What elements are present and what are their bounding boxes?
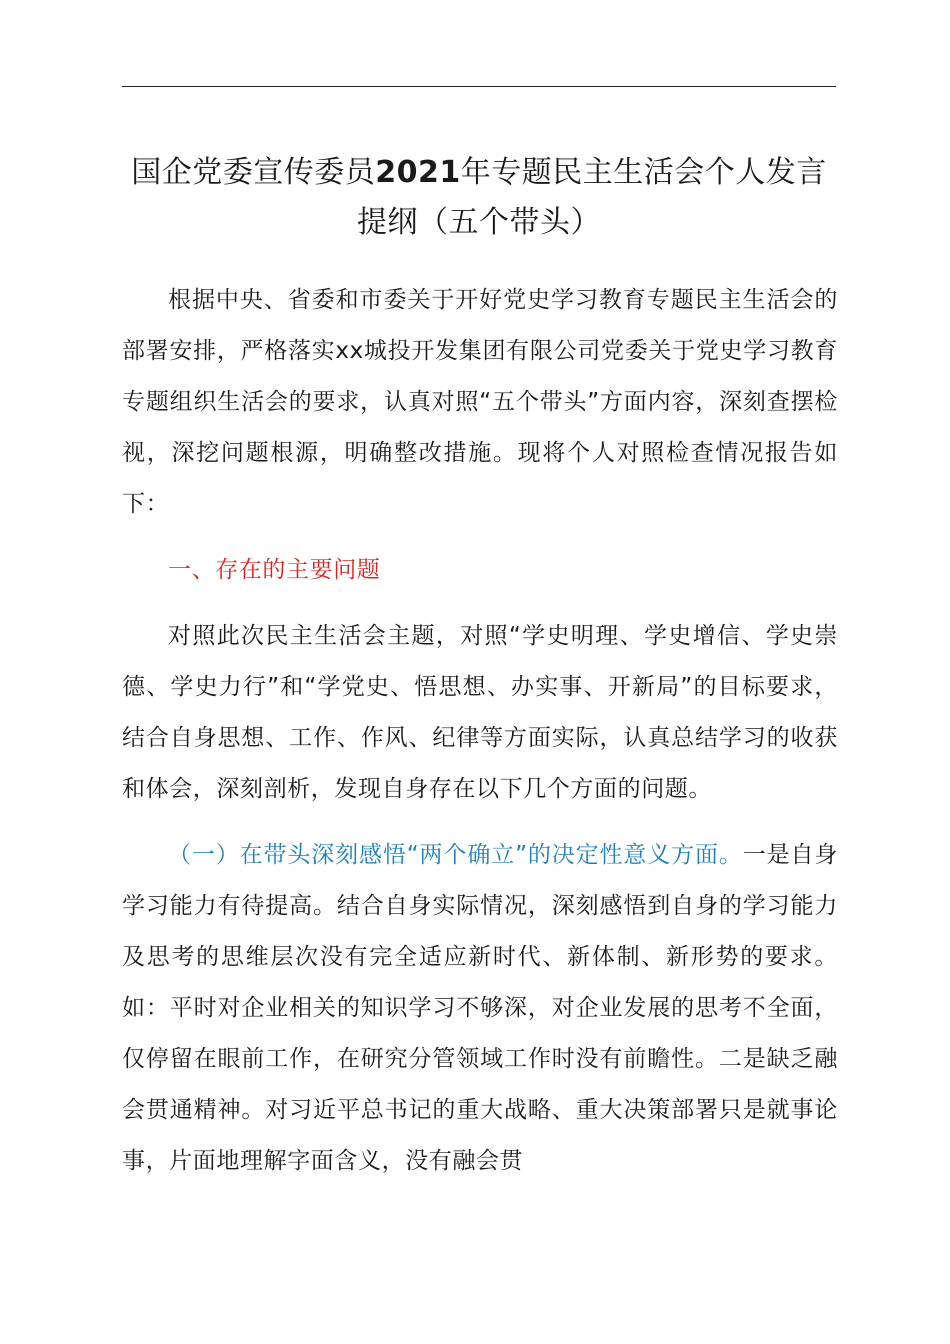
document-body — [122, 275, 838, 1187]
section-heading-problems: 一、存在的主要问题 — [168, 557, 381, 583]
title-year: 2021 — [375, 155, 461, 190]
subsection-body-1: 一是自身学习能力有待提高。结合自身实际情况，深刻感悟到自身的学习能力及思考的思维层次没有完全适应新时代、新体制、新形势的要求。如：平时对企业相关的知识学习不够深，对企业发展的思考不全面，仅停留在眼前工作，在研究分管领域工作时没有前瞻性。二是缺乏融会贯通精神。对习近平总书记的重大战略、重大决策部署只是就事论事，片面地理解字面含义，没有融会贯 — [122, 842, 838, 1174]
title-part2: 年专题民主生活会个人发言提纲（五个带头） — [357, 155, 827, 240]
subsection-heading-1: （一）在带头深刻感悟“两个确立”的决定性意义方面。 — [168, 842, 743, 868]
subsection-paragraph-1 — [122, 830, 838, 1187]
title-part1: 国企党委宣传委员 — [131, 155, 376, 190]
document-title — [122, 148, 836, 248]
section-paragraph-problems: 对照此次民主生活会主题，对照“学史明理、学史增信、学史崇德、学史力行”和“学党史、悟思想、办实事、开新局”的目标要求，结合自身思想、工作、作风、纪律等方面实际，认真总结学习的收获和体会，深刻剖析，发现自身存在以下几个方面的问题。 — [122, 623, 838, 802]
header-rule — [122, 86, 836, 87]
intro-paragraph: 根据中央、省委和市委关于开好党史学习教育专题民主生活会的部署安排，严格落实xx城投开发集团有限公司党委关于党史学习教育专题组织生活会的要求，认真对照“五个带头”方面内容，深刻查摆检视，深挖问题根源，明确整改措施。现将个人对照检查情况报告如下： — [122, 287, 838, 517]
